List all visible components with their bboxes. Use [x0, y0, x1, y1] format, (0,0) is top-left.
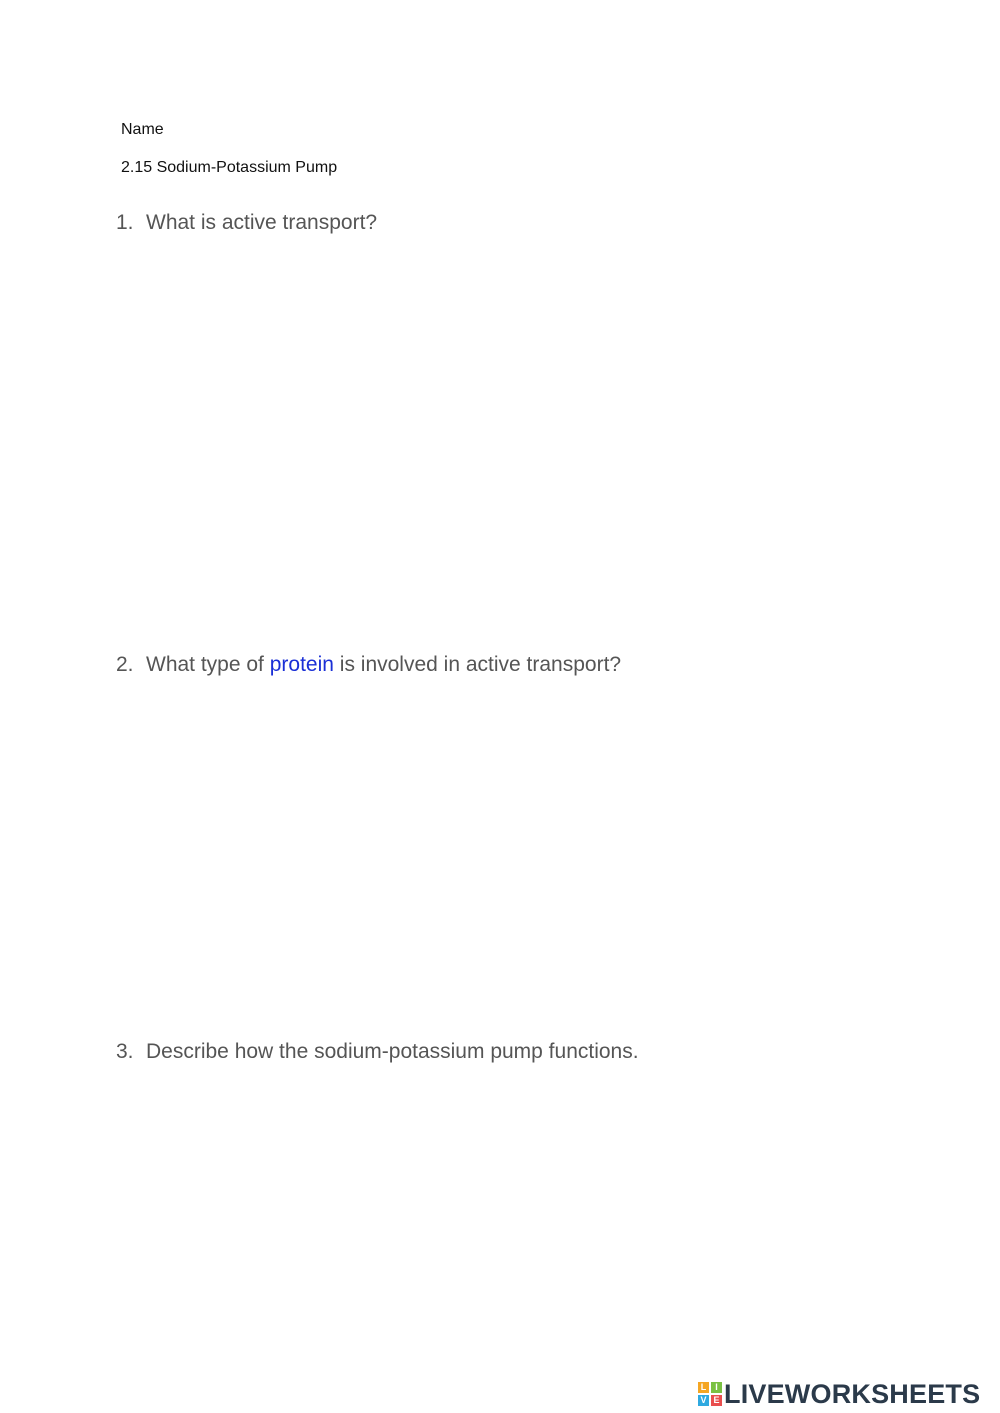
liveworksheets-logo-icon — [698, 1382, 722, 1406]
worksheet-title: 2.15 Sodium-Potassium Pump — [121, 159, 338, 176]
question-1 — [116, 211, 377, 235]
question-2-text-before: What type of — [146, 653, 270, 676]
question-3-number: 3. — [116, 1040, 134, 1063]
question-2-number: 2. — [116, 653, 134, 676]
brand-wordmark: LIVEWORKSHEETS — [724, 1378, 981, 1409]
question-1-text: What is active transport? — [146, 211, 378, 234]
question-2 — [116, 653, 621, 677]
logo-letter-e: E — [711, 1395, 722, 1406]
name-label: Name — [121, 121, 164, 138]
question-1-number: 1. — [116, 211, 134, 234]
liveworksheets-brand — [698, 1377, 980, 1411]
question-2-text-after: is involved in active transport? — [333, 653, 622, 676]
logo-letter-l: L — [698, 1382, 709, 1393]
protein-link[interactable]: protein — [269, 653, 334, 676]
logo-letter-v: V — [698, 1395, 709, 1406]
logo-letter-i: I — [711, 1382, 722, 1393]
question-3 — [116, 1040, 639, 1064]
question-3-text: Describe how the sodium-potassium pump functions. — [146, 1040, 639, 1063]
